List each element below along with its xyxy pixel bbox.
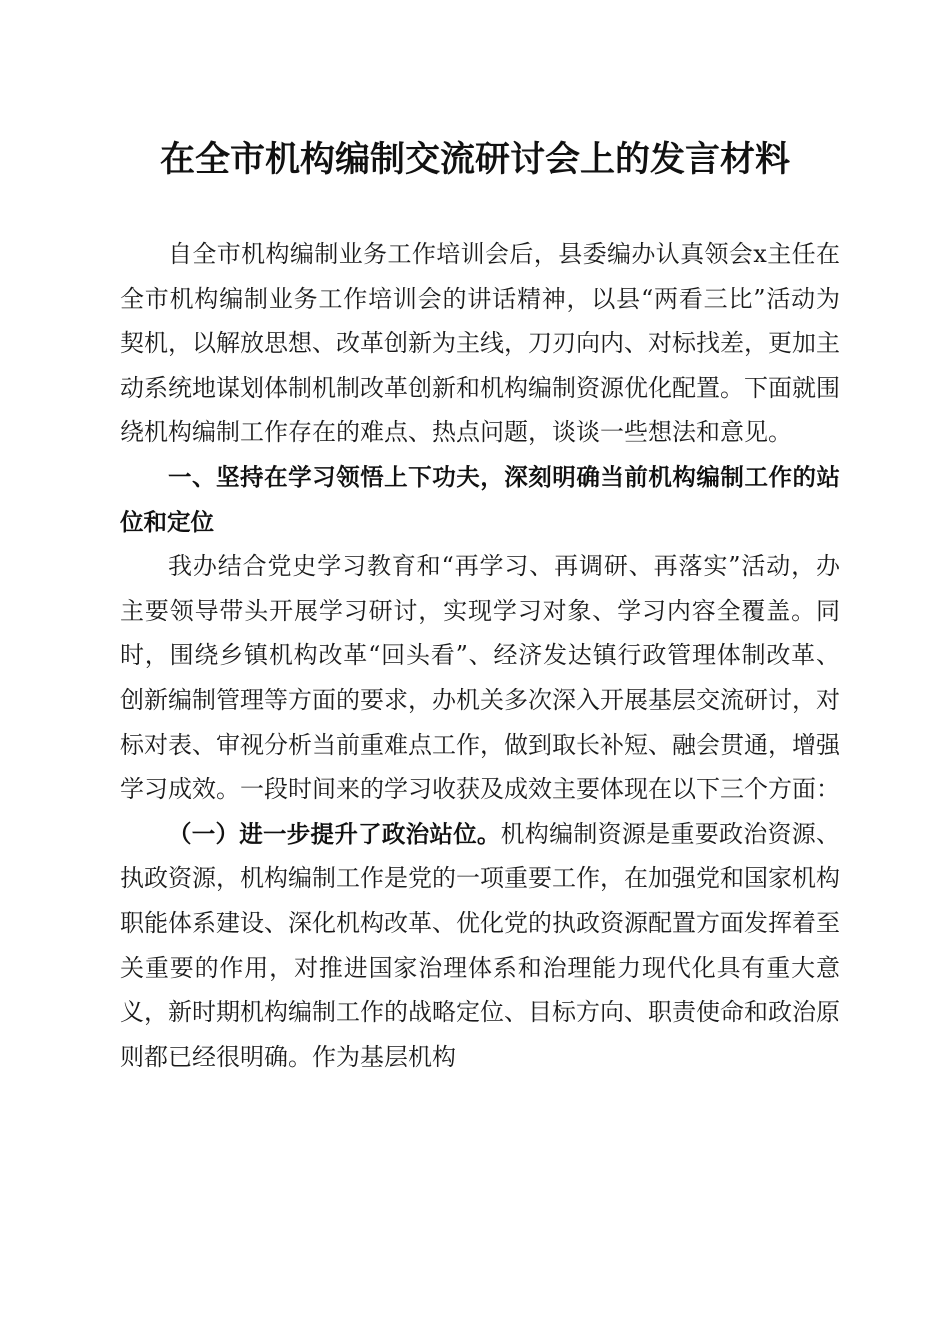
subsection-paragraph-1: [120, 812, 840, 1080]
subsection-lead: （一）进一步提升了政治站位。: [168, 819, 501, 848]
section-heading-1: 一、坚持在学习领悟上下功夫，深刻明确当前机构编制工作的站位和定位: [120, 462, 840, 536]
subsection-text: 机构编制资源是重要政治资源、执政资源，机构编制工作是党的一项重要工作，在加强党和国家机构职能体系建设、深化机构改革、优化党的执政资源配置方面发挥着至关重要的作用，对推进国家治理体系和治理能力现代化具有重大意义，新时期机构编制工作的战略定位、目标方向、职责使命和政治原则都已经很明确。作为基层机构: [120, 819, 841, 1071]
intro-paragraph: 自全市机构编制业务工作培训会后，县委编办认真领会x主任在全市机构编制业务工作培训会的讲话精神，以县“两看三比”活动为契机，以解放思想、改革创新为主线，刀刃向内、对标找差，更加主动系统地谋划体制机制改革创新和机构编制资源优化配置。下面就围绕机构编制工作存在的难点、热点问题，谈谈一些想法和意见。: [120, 240, 840, 447]
document-title: 在全市机构编制交流研讨会上的发言材料: [159, 139, 790, 180]
document-body: [120, 232, 840, 1079]
section-1-paragraph: 我办结合党史学习教育和“再学习、再调研、再落实”活动，办主要领导带头开展学习研讨，实现学习对象、学习内容全覆盖。同时，围绕乡镇机构改革“回头看”、经济发达镇行政管理体制改革、创新编制管理等方面的要求，办机关多次深入开展基层交流研讨，对标对表、审视分析当前重难点工作，做到取长补短、融会贯通，增强学习成效。一段时间来的学习收获及成效主要体现在以下三个方面：: [120, 552, 840, 804]
